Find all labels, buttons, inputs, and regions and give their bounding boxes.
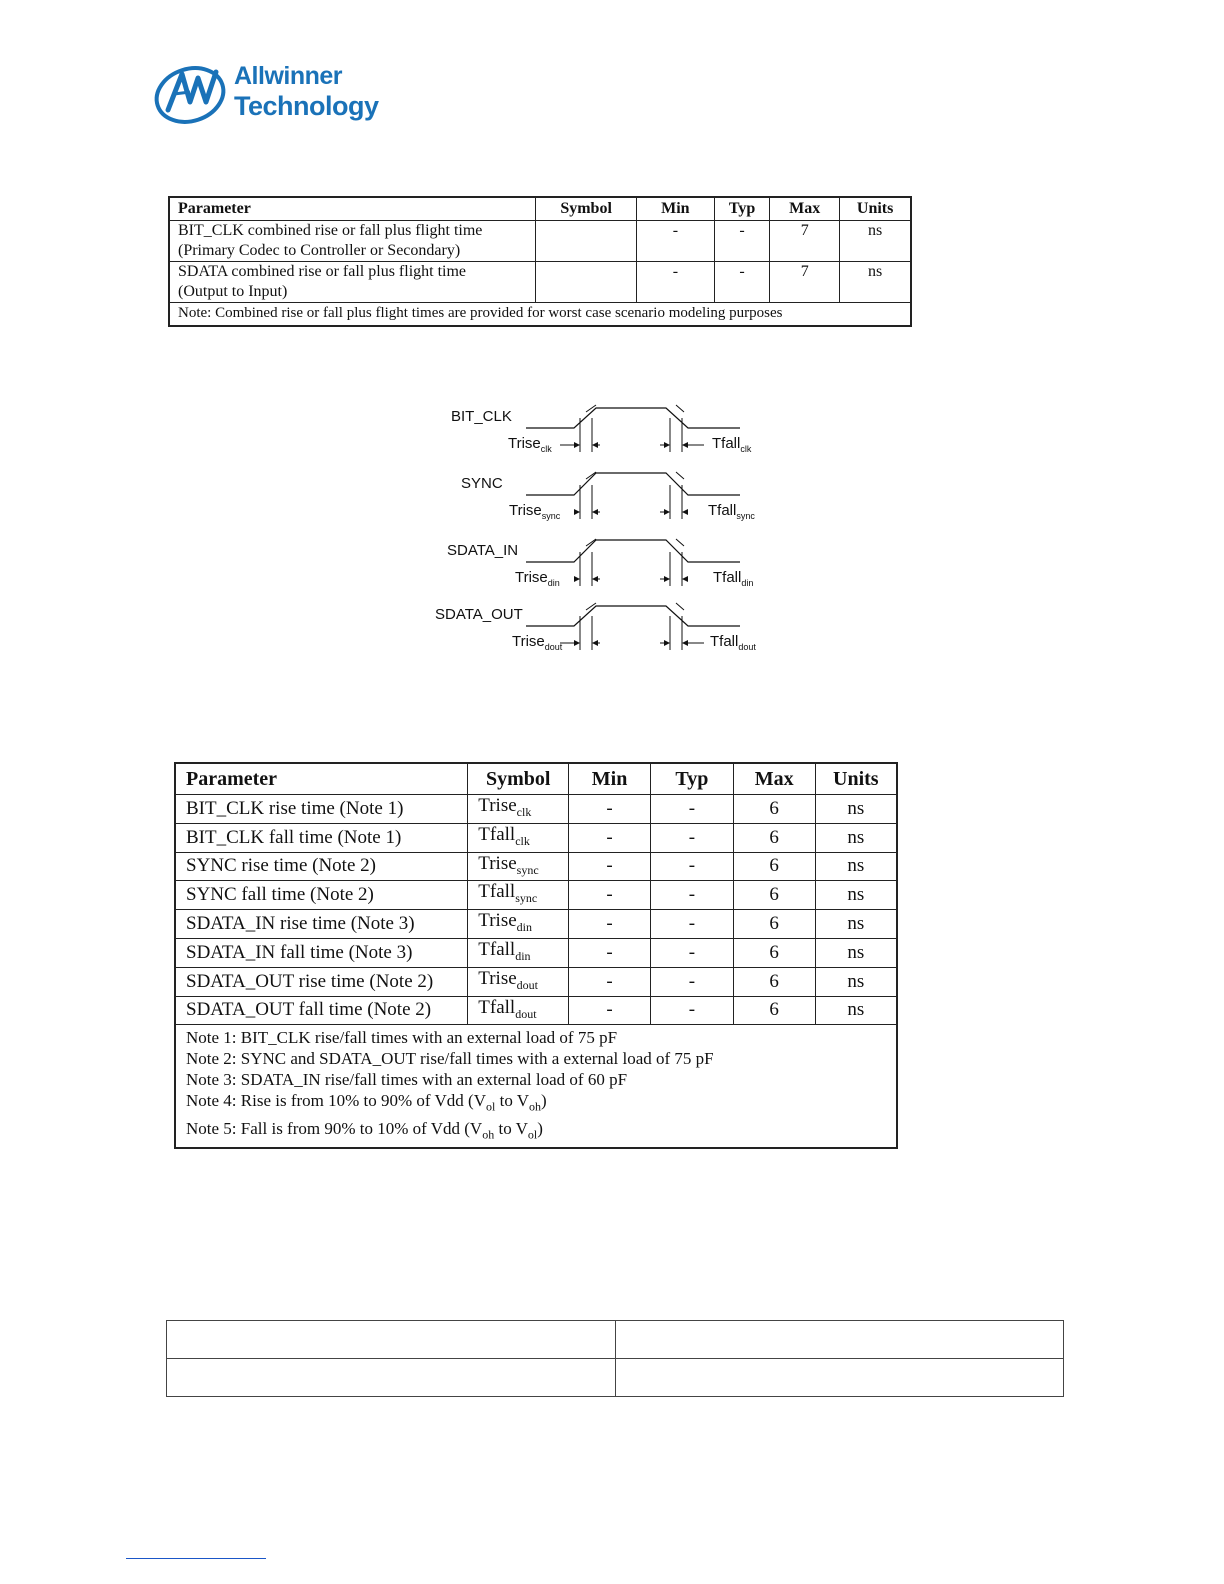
empty-cell [615,1321,1064,1359]
signal-sync [461,472,755,521]
rise-label: Trise$_{din}$ [515,569,560,588]
symbol-cell: Tfall$_{dout}$ [468,996,569,1025]
signal-label: SDATA_OUT [435,606,523,623]
table-row [175,996,897,1025]
symbol-cell: Tfall$_{din}$ [468,938,569,967]
units-cell: ns [815,938,897,967]
max-cell: 6 [733,881,815,910]
logo-line-1: Allwinner [234,62,343,90]
table-header-row [175,763,897,795]
param-cell: BIT_CLK rise time (Note 1) [175,795,468,824]
param-cell: SDATA_IN rise time (Note 3) [175,910,468,939]
notes-row [175,1025,897,1148]
col-header: Units [840,197,911,221]
max-cell: 6 [733,852,815,881]
empty-cell [167,1321,616,1359]
col-header: Typ [650,763,733,795]
param-line: BIT_CLK combined rise or fall plus flight time [178,222,483,239]
table-header-row [169,197,911,221]
aw-logo-icon [152,62,232,128]
typ-cell: - [650,823,733,852]
signal-label: SDATA_IN [447,542,519,559]
table-row [167,1359,1064,1397]
typ-cell: - [650,881,733,910]
table-notes [175,1025,897,1148]
rise-label: Trise$_{clk}$ [508,435,552,454]
param-cell: SYNC fall time (Note 2) [175,881,468,910]
col-header: Symbol [536,197,636,221]
col-header: Units [815,763,897,795]
min-cell: - [569,938,651,967]
min-cell: - [569,881,651,910]
max-cell: 6 [733,823,815,852]
table-row [169,262,911,303]
flight-time-table [168,196,912,327]
note-1: Note 1: BIT_CLK rise/fall times with an external load of 75 pF [186,1028,618,1048]
typ-cell: - [650,967,733,996]
symbol-cell: Trise$_{dout}$ [468,967,569,996]
symbol-cell [536,221,636,262]
typ-cell: - [650,852,733,881]
symbol-cell: Tfall$_{clk}$ [468,823,569,852]
typ-cell: - [650,910,733,939]
units-cell: ns [815,795,897,824]
empty-table [166,1320,1064,1397]
fall-label: Tfall$_{clk}$ [712,435,752,454]
symbol-cell: Trise$_{sync}$ [468,852,569,881]
signal-label: BIT_CLK [451,408,512,425]
units-cell: ns [840,221,911,262]
min-cell: - [636,221,714,262]
table-row [175,967,897,996]
min-cell: - [569,852,651,881]
empty-cell [615,1359,1064,1397]
fall-label: Tfall$_{dout}$ [710,633,756,652]
col-header: Typ [714,197,769,221]
col-header: Min [569,763,651,795]
note-2: Note 2: SYNC and SDATA_OUT rise/fall times with a external load of 75 pF [186,1049,714,1069]
signal-sdata-out [435,603,756,652]
max-cell: 6 [733,967,815,996]
min-cell: - [569,910,651,939]
max-cell: 6 [733,795,815,824]
max-cell: 6 [733,910,815,939]
max-cell: 6 [733,938,815,967]
symbol-cell: Trise$_{din}$ [468,910,569,939]
table-row [175,852,897,881]
typ-cell: - [714,262,769,303]
empty-cell [167,1359,616,1397]
param-line: (Output to Input) [178,283,288,300]
param-cell [169,221,536,262]
typ-cell: - [714,221,769,262]
units-cell: ns [815,996,897,1025]
note-3: Note 3: SDATA_IN rise/fall times with an external load of 60 pF [186,1070,628,1090]
table-row [175,823,897,852]
min-cell: - [569,823,651,852]
logo-wordmark [234,64,379,120]
table-row [175,938,897,967]
symbol-cell: Trise$_{clk}$ [468,795,569,824]
rise-label: Trise$_{dout}$ [512,633,563,652]
units-cell: ns [815,967,897,996]
max-cell: 6 [733,996,815,1025]
units-cell: ns [815,852,897,881]
col-header: Max [770,197,840,221]
param-line: SDATA combined rise or fall plus flight time [178,263,467,280]
allwinner-logo [152,62,402,132]
footer-rule [126,1558,266,1559]
col-header: Symbol [468,763,569,795]
table-row [169,221,911,262]
col-header: Parameter [169,197,536,221]
signal-label: SYNC [461,475,503,492]
col-header: Parameter [175,763,468,795]
fall-label: Tfall$_{sync}$ [708,502,755,521]
timing-diagram [420,390,800,660]
min-cell: - [636,262,714,303]
note-5: Note 5: Fall is from 90% to 10% of Vdd ($V_{oh}$ to $V_{ol}$) [186,1118,543,1142]
signal-sdata-in [447,539,753,588]
param-cell: BIT_CLK fall time (Note 1) [175,823,468,852]
units-cell: ns [815,823,897,852]
table-row [167,1321,1064,1359]
min-cell: - [569,996,651,1025]
units-cell: ns [815,910,897,939]
note-4: Note 4: Rise is from 10% to 90% of Vdd ($V_{ol}$ to $V_{oh}$) [186,1091,547,1114]
table-row [175,881,897,910]
symbol-cell [536,262,636,303]
col-header: Max [733,763,815,795]
rise-fall-table [174,762,898,1149]
min-cell: - [569,967,651,996]
symbol-cell: Tfall$_{sync}$ [468,881,569,910]
param-cell: SDATA_OUT rise time (Note 2) [175,967,468,996]
param-cell: SDATA_IN fall time (Note 3) [175,938,468,967]
logo-line-2: Technology [234,91,379,121]
max-cell: 7 [770,262,840,303]
fall-label: Tfall$_{din}$ [713,569,754,588]
rise-label: Trise$_{sync}$ [509,502,561,521]
max-cell: 7 [770,221,840,262]
min-cell: - [569,795,651,824]
typ-cell: - [650,795,733,824]
table-row [175,795,897,824]
units-cell: ns [840,262,911,303]
typ-cell: - [650,938,733,967]
param-cell: SDATA_OUT fall time (Note 2) [175,996,468,1025]
table-row [175,910,897,939]
col-header: Min [636,197,714,221]
note-row [169,303,911,327]
param-cell: SYNC rise time (Note 2) [175,852,468,881]
param-line: (Primary Codec to Controller or Secondary) [178,242,461,259]
table-note: Note: Combined rise or fall plus flight times are provided for worst case scenario modeling purposes [169,303,911,327]
units-cell: ns [815,881,897,910]
signal-bit-clk [451,405,752,454]
param-cell [169,262,536,303]
typ-cell: - [650,996,733,1025]
